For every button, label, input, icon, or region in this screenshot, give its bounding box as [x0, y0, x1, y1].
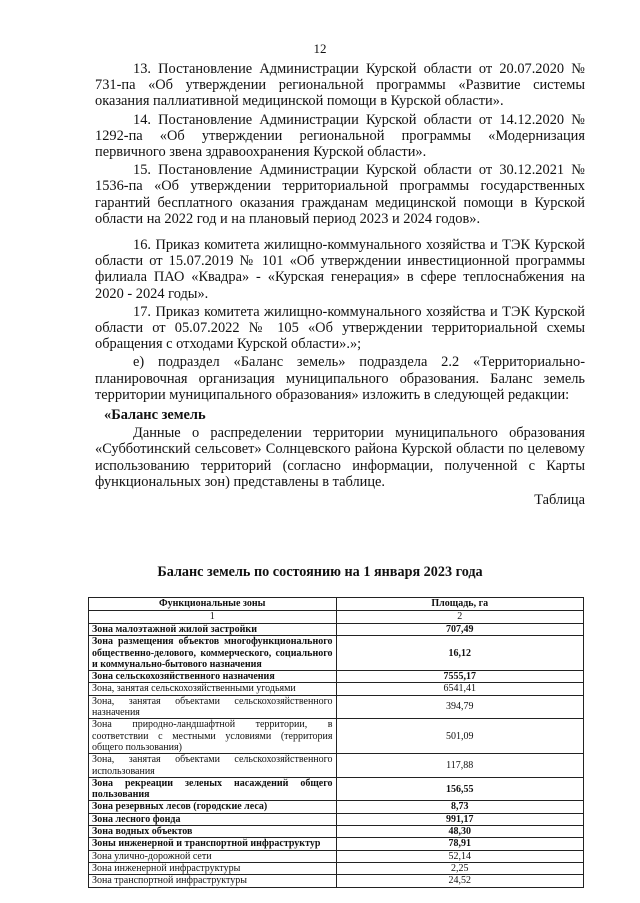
header-zones: Функциональные зоны — [89, 598, 337, 611]
zone-name: Зона резервных лесов (городские леса) — [89, 801, 337, 813]
zone-area: 394,79 — [336, 695, 584, 719]
paragraph: 16. Приказ комитета жилищно-коммунального хозяйства и ТЭК Курской области от 15.07.2019 № 101 «Об утверждении инвестиционной программы филиала ПАО «Квадра» - «Курская генерация» в сфере теплоснабжения на 2020 - 2024 годы». — [95, 237, 585, 302]
zone-area: 2,25 — [336, 862, 584, 874]
body-text — [95, 61, 585, 508]
column-number-row — [89, 611, 584, 624]
table-row — [89, 754, 584, 778]
paragraph: 15. Постановление Администрации Курской области от 30.12.2021 № 1536-па «Об утверждении территориальной программы государственных гарантий бесплатного оказания гражданам медицинской помощи в Курской области на 2022 год и на плановый период 2023 и 2024 годов». — [95, 162, 585, 227]
zone-name: Зона размещения объектов многофункционального общественно-делового, коммерческого, социального и коммунально-бытового назначения — [89, 636, 337, 671]
table-row — [89, 875, 584, 887]
table-row — [89, 695, 584, 719]
column-number-2: 2 — [336, 611, 584, 624]
zone-area: 78,91 — [336, 838, 584, 850]
table-row — [89, 624, 584, 636]
zone-area: 117,88 — [336, 754, 584, 778]
table-title: Баланс земель по состоянию на 1 января 2023 года — [157, 564, 483, 580]
header-area: Площадь, га — [336, 598, 584, 611]
paragraph: «Баланс земель — [104, 407, 206, 424]
zone-area: 7555,17 — [336, 671, 584, 683]
zone-area: 48,30 — [336, 826, 584, 838]
table-row — [89, 813, 584, 825]
land-balance-table — [88, 597, 584, 888]
zone-area: 8,73 — [336, 801, 584, 813]
zone-area: 52,14 — [336, 850, 584, 862]
paragraph: 13. Постановление Администрации Курской области от 20.07.2020 № 731-па «Об утверждении региональной программы «Развитие системы оказания паллиативной медицинской помощи в Курской области». — [95, 61, 585, 110]
page-number: 12 — [313, 41, 327, 56]
zone-name: Зона, занятая объектами сельскохозяйственного назначения — [89, 695, 337, 719]
zone-area: 501,09 — [336, 719, 584, 754]
table-row — [89, 838, 584, 850]
table-row — [89, 777, 584, 801]
zone-area: 707,49 — [336, 624, 584, 636]
table-row — [89, 683, 584, 695]
zone-name: Зона, занятая объектами сельскохозяйственного использования — [89, 754, 337, 778]
zone-area: 16,12 — [336, 636, 584, 671]
table-row — [89, 862, 584, 874]
zone-area: 24,52 — [336, 875, 584, 887]
column-number-1: 1 — [89, 611, 337, 624]
zone-area: 991,17 — [336, 813, 584, 825]
table-row — [89, 719, 584, 754]
zone-name: Зона сельскохозяйственного назначения — [89, 671, 337, 683]
zone-area: 6541,41 — [336, 683, 584, 695]
table-row — [89, 636, 584, 671]
table-row — [89, 826, 584, 838]
zone-name: Зона природно-ландшафтной территории, в соответствии с местными условиями (территория общего пользования) — [89, 719, 337, 754]
zone-name: Зона лесного фонда — [89, 813, 337, 825]
zone-name: Зоны инженерной и транспортной инфраструктур — [89, 838, 337, 850]
paragraph: е) подраздел «Баланс земель» подраздела 2.2 «Территориально-планировочная организация муниципального образования. Баланс земель территории муниципального образования» изложить в следующей редакции: — [95, 354, 585, 403]
zone-name: Зона инженерной инфраструктуры — [89, 862, 337, 874]
zone-name: Зона улично-дорожной сети — [89, 850, 337, 862]
zone-name: Зона водных объектов — [89, 826, 337, 838]
table-row — [89, 801, 584, 813]
paragraph: Таблица — [534, 492, 585, 509]
paragraph: Данные о распределении территории муниципального образования «Субботинский сельсовет» Солнцевского района Курской области по целевому использованию территорий (согласно информации, полученной с Карты функциональных зон) представлены в таблице. — [95, 425, 585, 490]
table-row — [89, 850, 584, 862]
paragraph: 14. Постановление Администрации Курской области от 14.12.2020 № 1292-па «Об утверждении региональной программы «Модернизация первичного звена здравоохранения Курской области». — [95, 111, 585, 161]
zone-name: Зона транспортной инфраструктуры — [89, 875, 337, 887]
zone-name: Зона, занятая сельскохозяйственными угодьями — [89, 683, 337, 695]
paragraph: 17. Приказ комитета жилищно-коммунального хозяйства и ТЭК Курской области от 05.07.2022 № 105 «Об утверждении территориальной схемы обращения с отходами Курской области».»; — [95, 303, 585, 353]
zone-name: Зона рекреации зеленых насаждений общего пользования — [89, 777, 337, 801]
table-row — [89, 671, 584, 683]
zone-name: Зона малоэтажной жилой застройки — [89, 624, 337, 636]
zone-area: 156,55 — [336, 777, 584, 801]
table-header-row — [89, 598, 584, 611]
